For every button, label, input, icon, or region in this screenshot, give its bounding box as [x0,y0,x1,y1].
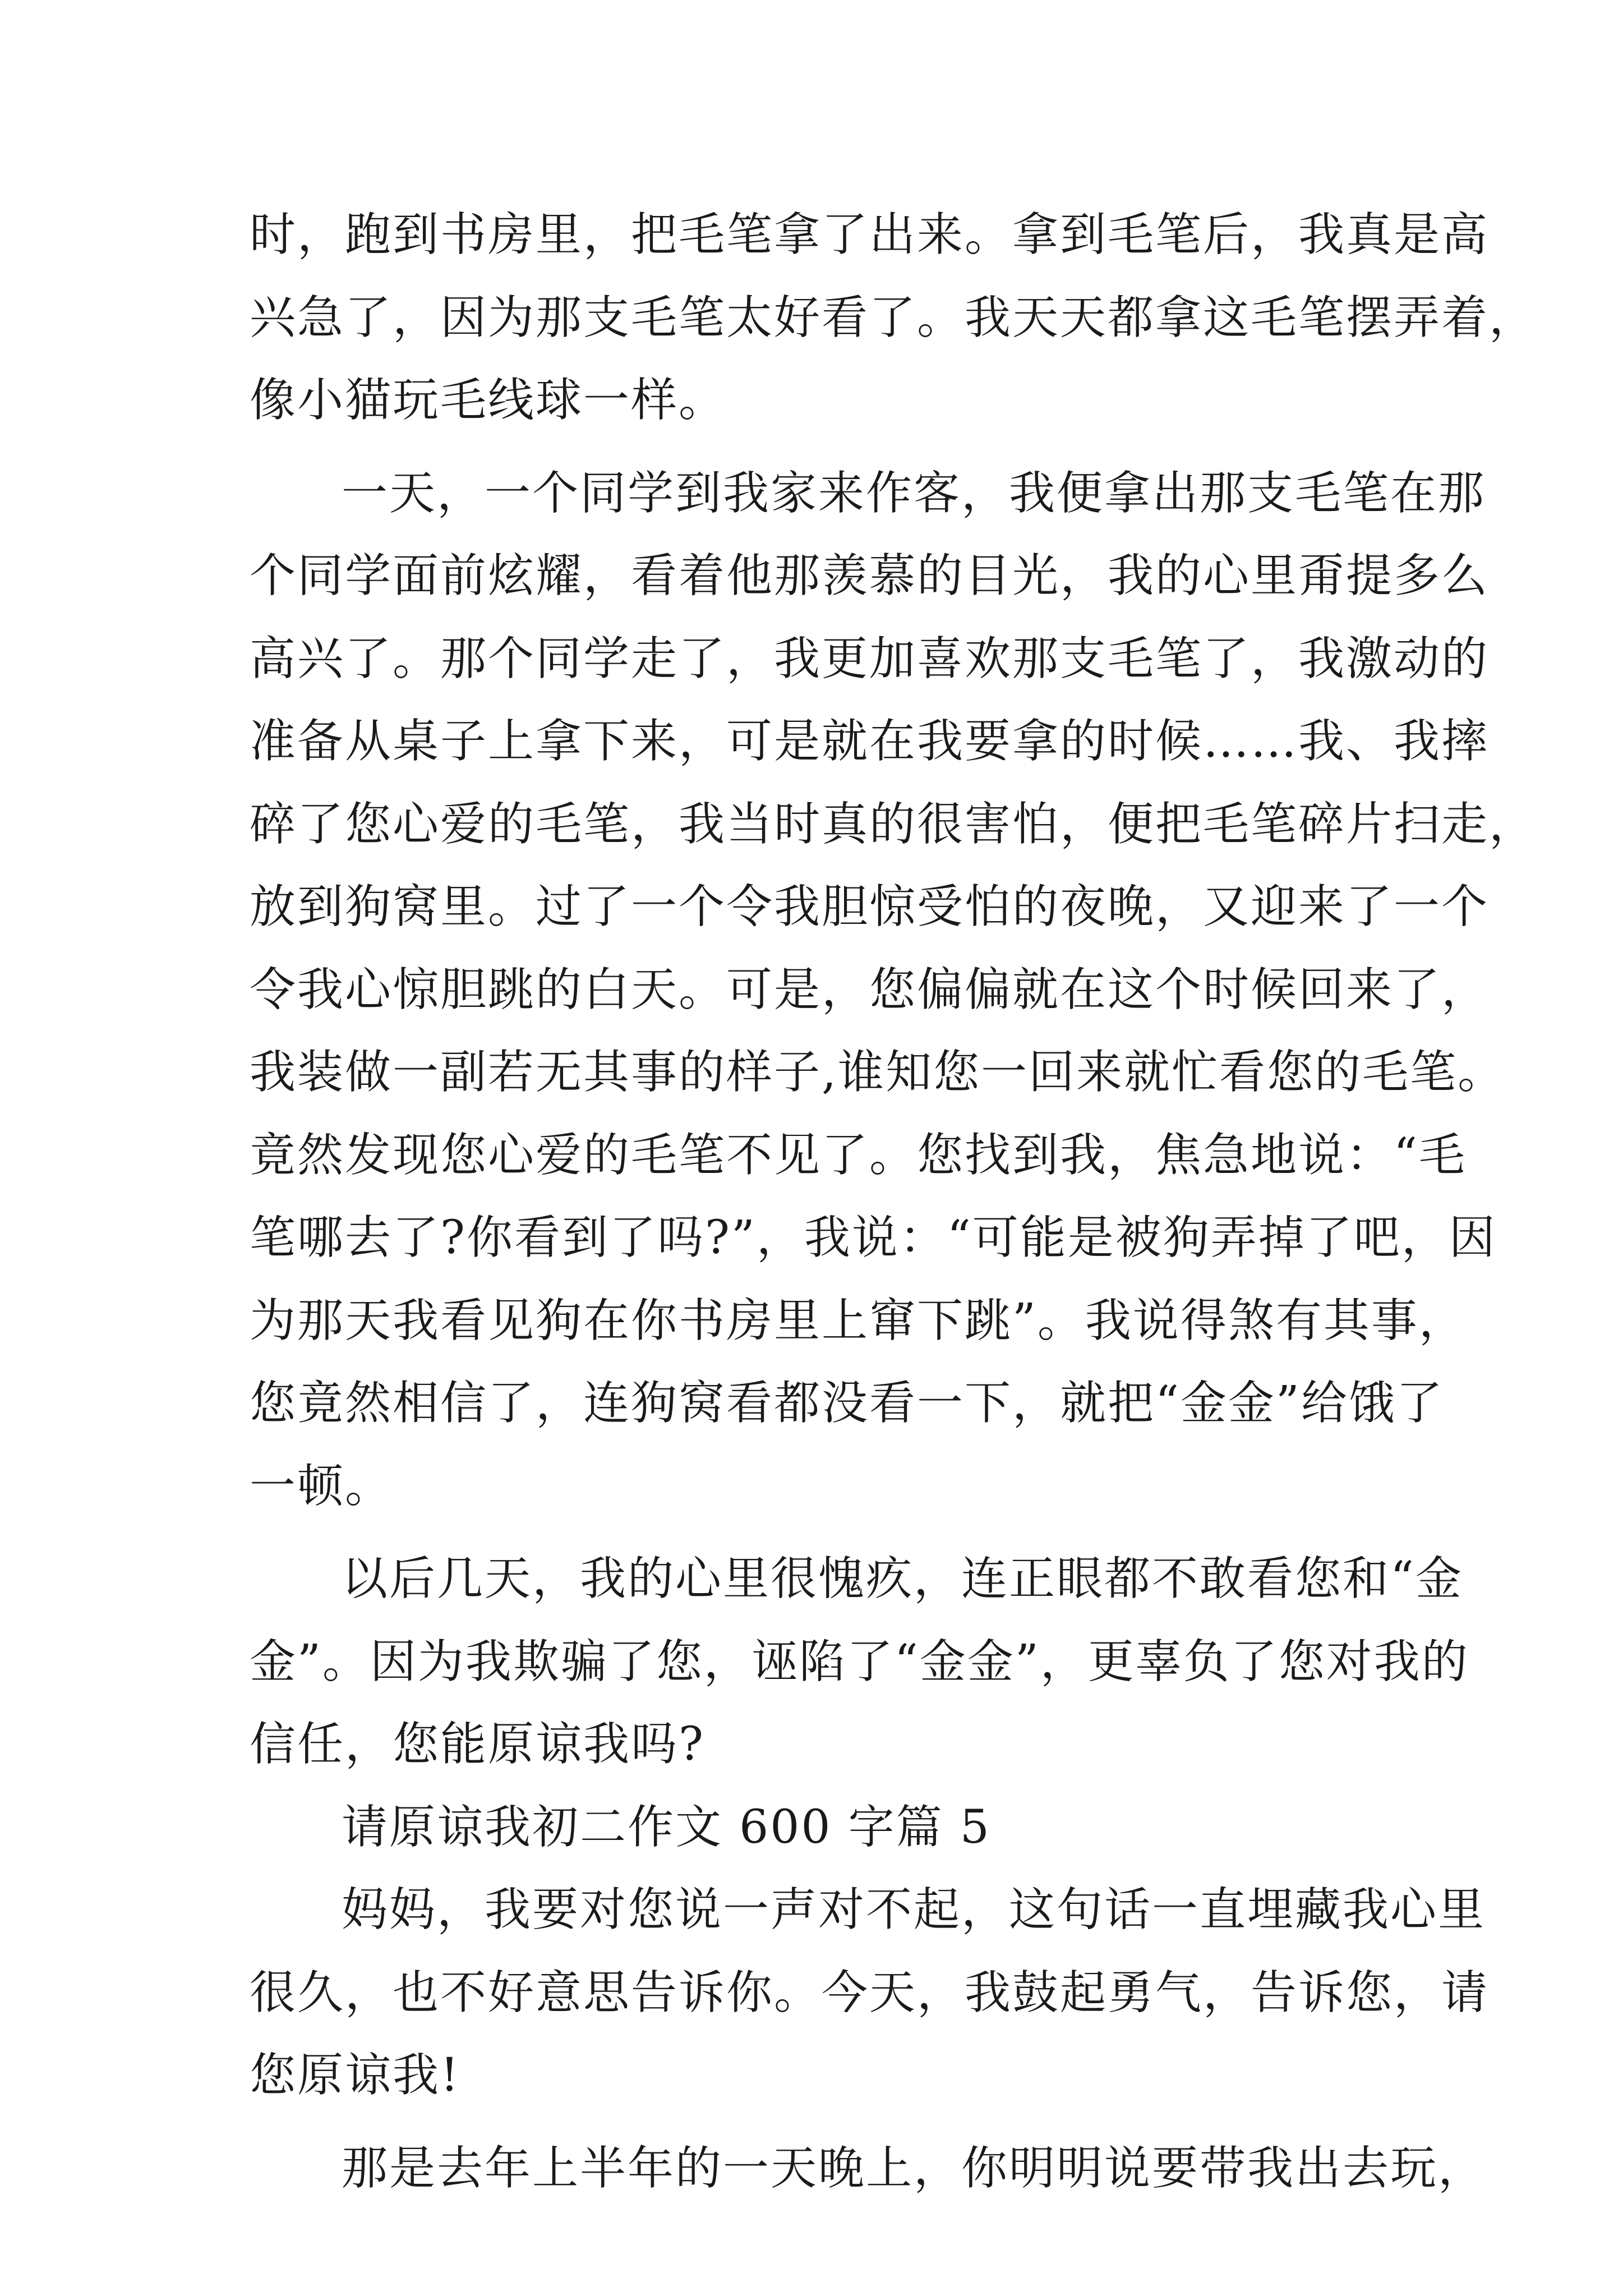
section-heading: 请原谅我初二作文 600 字篇 5 [342,1800,991,1854]
paragraph-first-line: 那是去年上半年的一天晚上，你明明说要带我出去玩， [342,2141,1486,2195]
text-line: 碎了您心爱的毛笔，我当时真的很害怕，便把毛笔碎片扫走， [250,797,1537,851]
text-line: 竟然发现您心爱的毛笔不见了。您找到我，焦急地说：“毛 [250,1128,1467,1182]
text-line: 高兴了。那个同学走了，我更加喜欢那支毛笔了，我激动的 [250,632,1490,685]
text-line: 笔哪去了?你看到了吗?”，我说：“可能是被狗弄掉了吧，因 [250,1211,1497,1264]
text-line: 为那天我看见狗在你书房里上窜下跳”。我说得煞有其事， [250,1294,1467,1347]
text-line: 准备从桌子上拿下来，可是就在我要拿的时候……我、我摔 [250,715,1490,768]
document-body [250,194,1537,2210]
text-line: 信任，您能原谅我吗? [250,1718,705,1771]
text-line: 我装做一副若无其事的样子,谁知您一回来就忙看您的毛笔。 [250,1046,1506,1099]
text-line: 令我心惊胆跳的白天。可是，您偏偏就在这个时候回来了， [250,963,1490,1016]
text-line: 您原谅我! [250,2049,460,2102]
paragraph-first-line: 妈妈，我要对您说一声对不起，这句话一直埋藏我心里 [342,1883,1486,1936]
text-line: 个同学面前炫耀，看着他那羡慕的目光，我的心里甭提多么 [250,549,1490,602]
text-line: 一顿。 [250,1459,393,1513]
text-line: 金”。因为我欺骗了您，诬陷了“金金”，更辜负了您对我的 [250,1635,1469,1688]
paragraph-first-line: 一天，一个同学到我家来作客，我便拿出那支毛笔在那 [342,466,1486,520]
text-line: 时，跑到书房里，把毛笔拿了出来。拿到毛笔后，我真是高 [250,208,1490,261]
text-line: 很久，也不好意思告诉你。今天，我鼓起勇气，告诉您，请 [250,1966,1490,2019]
text-line: 您竟然相信了，连狗窝看都没看一下，就把“金金”给饿了 [250,1377,1444,1430]
paragraph-first-line: 以后几天，我的心里很愧疚，连正眼都不敢看您和“金 [342,1552,1463,1605]
text-line: 兴急了，因为那支毛笔太好看了。我天天都拿这毛笔摆弄着， [250,291,1537,344]
text-line: 像小猫玩毛线球一样。 [250,374,727,427]
text-line: 放到狗窝里。过了一个令我胆惊受怕的夜晚，又迎来了一个 [250,880,1490,933]
